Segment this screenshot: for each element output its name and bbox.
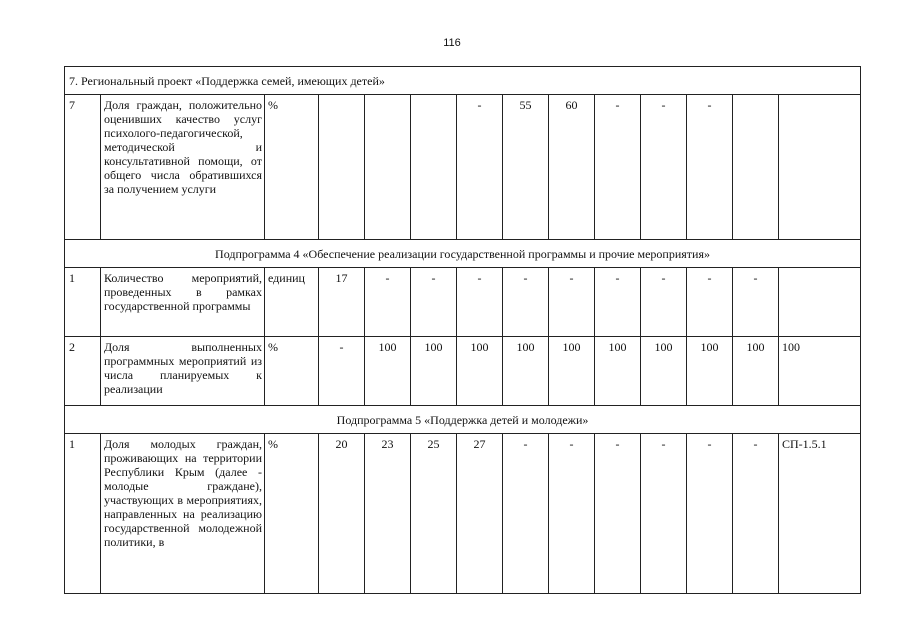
value-cell: 100	[733, 337, 779, 406]
value-cell: -	[365, 268, 411, 337]
value-cell: -	[595, 434, 641, 594]
value-cell: 23	[365, 434, 411, 594]
value-cell: 100	[457, 337, 503, 406]
note-cell: 100	[779, 337, 861, 406]
indicator-name: Доля молодых граждан, проживающих на территории Республики Крым (далее - молодые граждане), участвующих в мероприятиях, направленных на реализацию государственной молодежной политики, в	[101, 434, 265, 594]
indicator-name: Доля граждан, положительно оценивших качество услуг психолого-педагогической, методической и консультативной помощи, от общего числа обратившихся за получением услуги	[101, 95, 265, 240]
value-cell: -	[549, 434, 595, 594]
value-cell: -	[549, 268, 595, 337]
table-row	[65, 95, 861, 240]
value-cell: -	[733, 434, 779, 594]
section-header: Подпрограмма 4 «Обеспечение реализации государственной программы и прочие мероприятия»	[65, 240, 861, 268]
row-number: 1	[65, 268, 101, 337]
value-cell	[319, 95, 365, 240]
value-cell: 17	[319, 268, 365, 337]
indicator-name: Количество мероприятий, проведенных в рамках государственной программы	[101, 268, 265, 337]
value-cell: 55	[503, 95, 549, 240]
note-cell	[779, 268, 861, 337]
unit-cell: единиц	[265, 268, 319, 337]
section-row-project	[65, 67, 861, 95]
value-cell: -	[687, 268, 733, 337]
value-cell	[411, 95, 457, 240]
value-cell: -	[733, 268, 779, 337]
note-cell: СП-1.5.1	[779, 434, 861, 594]
value-cell	[733, 95, 779, 240]
value-cell: -	[641, 95, 687, 240]
unit-cell: %	[265, 434, 319, 594]
table-row	[65, 434, 861, 594]
value-cell: -	[457, 95, 503, 240]
note-cell	[779, 95, 861, 240]
indicators-table	[64, 66, 861, 594]
value-cell	[365, 95, 411, 240]
indicator-name: Доля выполненных программных мероприятий из числа планируемых к реализации	[101, 337, 265, 406]
value-cell: 100	[687, 337, 733, 406]
page-number: 116	[443, 37, 461, 49]
value-cell: -	[641, 268, 687, 337]
row-number: 7	[65, 95, 101, 240]
row-number: 2	[65, 337, 101, 406]
value-cell: 60	[549, 95, 595, 240]
value-cell: -	[503, 268, 549, 337]
value-cell: 25	[411, 434, 457, 594]
value-cell: -	[641, 434, 687, 594]
section-header: Подпрограмма 5 «Поддержка детей и молодежи»	[65, 406, 861, 434]
value-cell: -	[411, 268, 457, 337]
table-row	[65, 268, 861, 337]
table-row	[65, 337, 861, 406]
value-cell: -	[595, 268, 641, 337]
value-cell: 100	[549, 337, 595, 406]
value-cell: 100	[503, 337, 549, 406]
value-cell: 100	[641, 337, 687, 406]
value-cell: -	[503, 434, 549, 594]
section-row-sub4	[65, 240, 861, 268]
section-header: 7. Региональный проект «Поддержка семей, имеющих детей»	[65, 67, 861, 95]
value-cell: 20	[319, 434, 365, 594]
row-number: 1	[65, 434, 101, 594]
unit-cell: %	[265, 337, 319, 406]
value-cell: -	[687, 95, 733, 240]
value-cell: -	[595, 95, 641, 240]
value-cell: 27	[457, 434, 503, 594]
value-cell: -	[687, 434, 733, 594]
value-cell: 100	[365, 337, 411, 406]
value-cell: 100	[411, 337, 457, 406]
section-row-sub5	[65, 406, 861, 434]
unit-cell: %	[265, 95, 319, 240]
value-cell: -	[457, 268, 503, 337]
value-cell: -	[319, 337, 365, 406]
value-cell: 100	[595, 337, 641, 406]
